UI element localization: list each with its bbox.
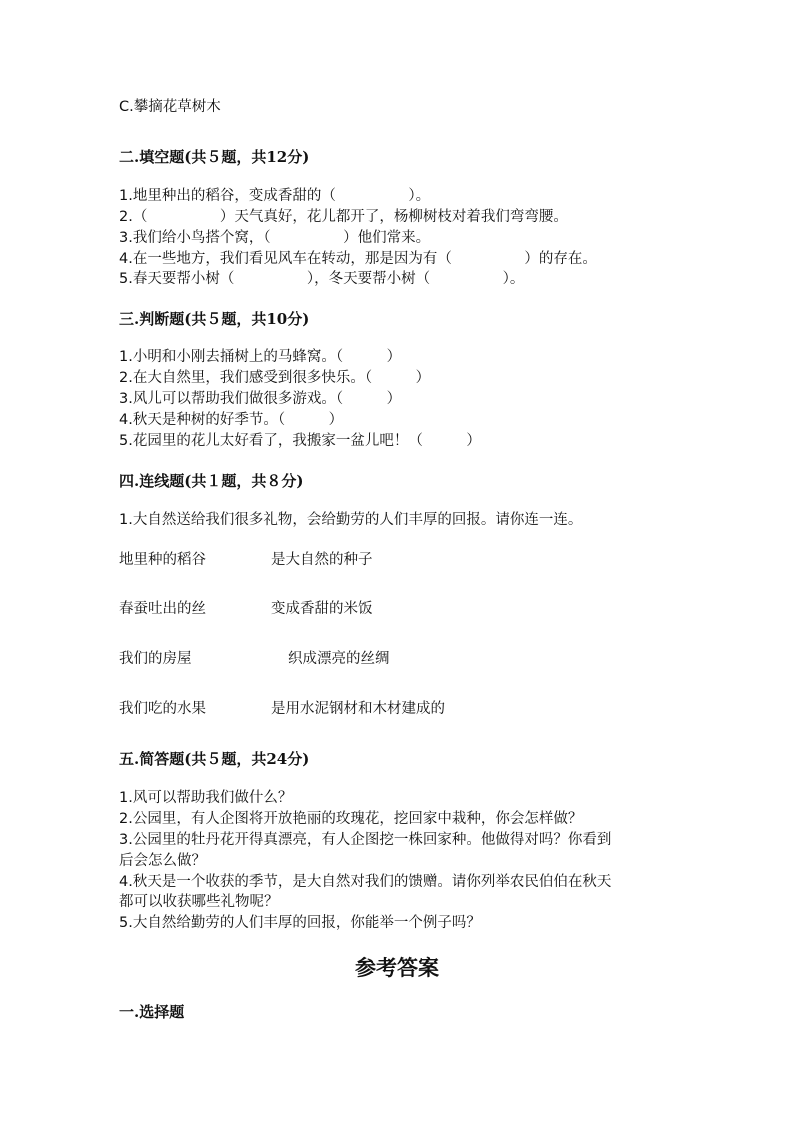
- match-right-item: 是大自然的种子: [271, 552, 373, 568]
- answers-section-1-heading: 一.选择题: [119, 1003, 185, 1021]
- fill-blank-item-1: 1.地里种出的稻谷，变成香甜的（ ）。: [119, 188, 431, 204]
- true-false-item-2: 2.在大自然里，我们感受到很多快乐。（ ）: [119, 370, 431, 386]
- choice-option-c: C.攀摘花草树木: [119, 99, 221, 115]
- true-false-item-5: 5.花园里的花儿太好看了，我搬家一盆儿吧！（ ）: [119, 433, 481, 449]
- short-answer-line: 1.风可以帮助我们做什么？: [119, 790, 293, 806]
- short-answer-line: 4.秋天是一个收获的季节，是大自然对我们的馈赠。请你列举农民伯伯在秋天: [119, 874, 612, 890]
- short-answer-line: 5.大自然给勤劳的人们丰厚的回报，你能举一个例子吗？: [119, 915, 481, 931]
- matching-prompt: 1.大自然送给我们很多礼物，会给勤劳的人们丰厚的回报。请你连一连。: [119, 512, 583, 528]
- match-left-item: 我们的房屋: [119, 651, 192, 667]
- match-right-item: 是用水泥钢材和木材建成的: [271, 701, 445, 717]
- true-false-item-4: 4.秋天是种树的好季节。（ ）: [119, 412, 344, 428]
- fill-blank-item-5: 5.春天要帮小树（ ），冬天要帮小树（ ）。: [119, 271, 525, 287]
- matching-heading: 四.连线题(共１题，共８分): [119, 472, 304, 490]
- short-answer-line: 都可以收获哪些礼物呢？: [119, 894, 279, 910]
- short-answer-line: 后会怎么做？: [119, 853, 206, 869]
- short-answer-line: 2.公园里，有人企图将开放艳丽的玫瑰花，挖回家中栽种，你会怎样做？: [119, 811, 583, 827]
- match-left-item: 春蚕吐出的丝: [119, 601, 206, 617]
- match-left-item: 我们吃的水果: [119, 701, 206, 717]
- true-false-heading: 三.判断题(共５题，共10分): [119, 310, 310, 328]
- short-answer-line: 3.公园里的牡丹花开得真漂亮，有人企图挖一株回家种。他做得对吗？你看到: [119, 832, 612, 848]
- true-false-item-1: 1.小明和小刚去捅树上的马蜂窝。（ ）: [119, 349, 402, 365]
- answers-title: 参考答案: [355, 955, 439, 980]
- fill-blank-heading: 二.填空题(共５题，共12分): [119, 148, 310, 166]
- fill-blank-item-3: 3.我们给小鸟搭个窝，（ ）他们常来。: [119, 230, 431, 246]
- match-right-item: 变成香甜的米饭: [271, 601, 373, 617]
- true-false-item-3: 3.风儿可以帮助我们做很多游戏。（ ）: [119, 391, 402, 407]
- match-left-item: 地里种的稻谷: [119, 552, 206, 568]
- fill-blank-item-4: 4.在一些地方，我们看见风车在转动，那是因为有（ ）的存在。: [119, 251, 597, 267]
- short-answer-heading: 五.简答题(共５题，共24分): [119, 750, 310, 768]
- match-right-item: 织成漂亮的丝绸: [288, 651, 390, 667]
- fill-blank-item-2: 2.（ ）天气真好，花儿都开了，杨柳树枝对着我们弯弯腰。: [119, 209, 568, 225]
